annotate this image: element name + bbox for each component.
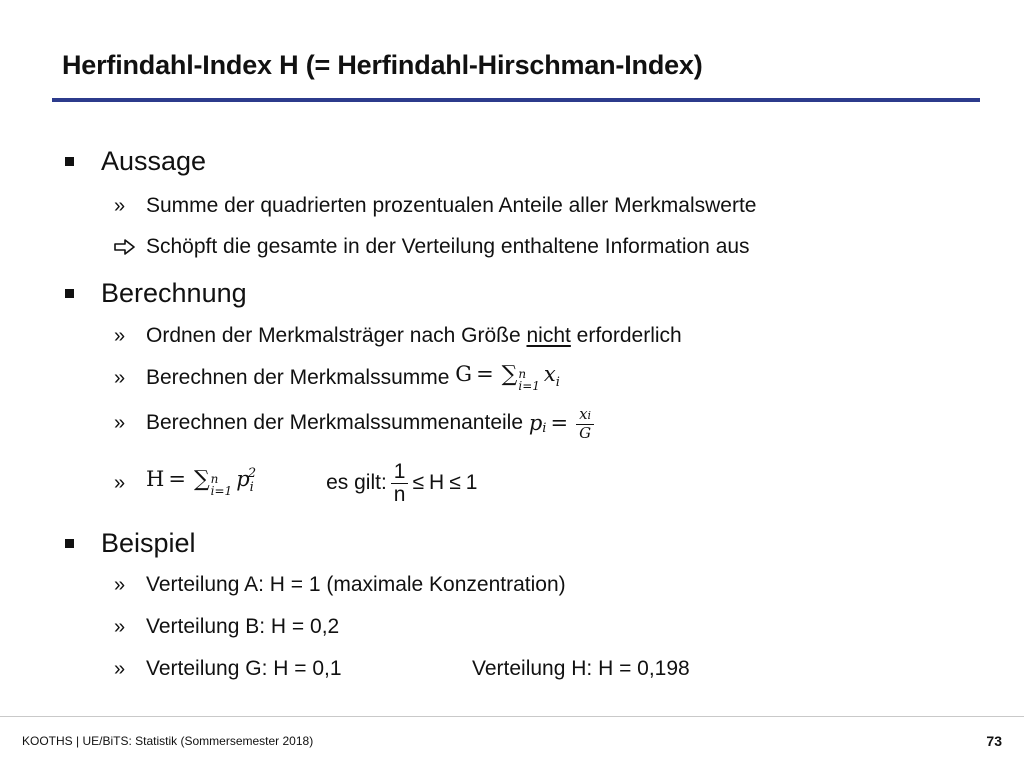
outline-right-arrow-icon <box>114 239 146 255</box>
list-item <box>114 404 594 442</box>
formula-p: p <box>236 466 250 491</box>
sum-limits <box>518 366 540 398</box>
formula-index: i <box>555 374 560 390</box>
sum-lower-limit: i=1 <box>210 483 233 498</box>
formula-h-sum <box>146 467 256 500</box>
item-text: Summe der quadrierten prozentualen Anteile aller Merkmalswerte <box>146 194 757 217</box>
item-text: Berechnen der Merkmalssummenanteile <box>146 411 529 434</box>
bound-upper-value: 1 <box>465 471 478 494</box>
formula-h-symbol: H <box>146 466 165 491</box>
footer-rule <box>0 716 1024 717</box>
square-bullet-icon <box>65 289 74 298</box>
item-text: Verteilung G: H = 0,1 <box>146 657 342 680</box>
guillemet-bullet-icon: » <box>114 411 126 434</box>
list-item <box>114 570 566 600</box>
bound-numerator: 1 <box>393 459 406 483</box>
bound-fraction <box>391 461 409 506</box>
guillemet-bullet-icon: » <box>114 324 126 347</box>
frac-index: i <box>587 408 592 422</box>
sum-lower-limit: i=1 <box>518 378 540 393</box>
formula-equals: = <box>550 411 569 435</box>
square-bullet-icon <box>65 539 74 548</box>
formula-g-symbol: G <box>455 361 473 386</box>
formula-exponent: 2 <box>247 465 257 481</box>
condition-label: es gilt: <box>326 471 387 494</box>
list-item <box>114 191 756 221</box>
section-heading: Aussage <box>101 145 207 176</box>
sum-upper-limit: n <box>518 366 527 381</box>
section-berechnung <box>65 276 247 310</box>
sigma-symbol: ∑ <box>193 466 210 492</box>
sigma-symbol: ∑ <box>501 361 518 387</box>
sum-limits <box>210 471 233 503</box>
guillemet-bullet-icon: » <box>114 657 126 680</box>
section-heading: Beispiel <box>101 527 196 558</box>
sum-operator <box>194 467 232 500</box>
list-item <box>114 654 690 684</box>
guillemet-bullet-icon: » <box>114 573 126 596</box>
formula-x: x <box>543 361 556 386</box>
formula-index: i <box>249 479 254 495</box>
formula-index: i <box>542 420 547 436</box>
item-text: Verteilung A: H = 1 (maximale Konzentration) <box>146 573 566 596</box>
leq-symbol: ≤ <box>449 471 461 494</box>
item-text-post: erforderlich <box>570 324 682 347</box>
bound-h-symbol: H <box>429 471 445 494</box>
sum-upper-limit: n <box>210 471 219 486</box>
square-bullet-icon <box>65 157 74 166</box>
item-text: Berechnen der Merkmalssumme <box>146 366 456 389</box>
list-item <box>114 321 682 351</box>
formula-g-sum <box>455 362 560 395</box>
guillemet-bullet-icon: » <box>114 194 126 217</box>
list-item <box>114 232 750 262</box>
fraction-denominator: G <box>576 424 594 441</box>
bound-denominator: n <box>391 483 409 506</box>
frac-x: x <box>579 404 588 423</box>
formula-share <box>529 406 594 441</box>
formula-equals: = <box>476 361 494 386</box>
section-aussage <box>65 144 206 178</box>
footer-text: KOOTHS | UE/BiTS: Statistik (Sommersemester 2018) <box>22 734 314 748</box>
item-text: Verteilung B: H = 0,2 <box>146 615 340 638</box>
list-item <box>114 612 339 642</box>
item-text: Schöpft die gesamte in der Verteilung enthaltene Information aus <box>146 235 750 258</box>
formula-equals: = <box>168 466 186 491</box>
section-beispiel <box>65 526 196 560</box>
fraction <box>576 406 594 441</box>
page-number: 73 <box>986 733 1002 749</box>
guillemet-bullet-icon: » <box>114 615 126 638</box>
item-text-secondary: Verteilung H: H = 0,198 <box>472 657 690 680</box>
guillemet-bullet-icon: » <box>114 471 126 494</box>
list-item <box>114 459 478 506</box>
formula-p: p <box>528 411 543 435</box>
item-text-pre: Ordnen der Merkmalsträger nach Größe <box>146 324 527 347</box>
section-heading: Berechnung <box>101 277 247 308</box>
fraction-numerator <box>576 406 594 424</box>
guillemet-bullet-icon: » <box>114 366 126 389</box>
leq-symbol: ≤ <box>412 471 425 494</box>
item-text-underlined: nicht <box>526 324 571 347</box>
slide-title: Herfindahl-Index H (= Herfindahl-Hirschman-Index) <box>62 50 703 80</box>
list-item <box>114 363 560 393</box>
sum-operator <box>502 362 540 395</box>
